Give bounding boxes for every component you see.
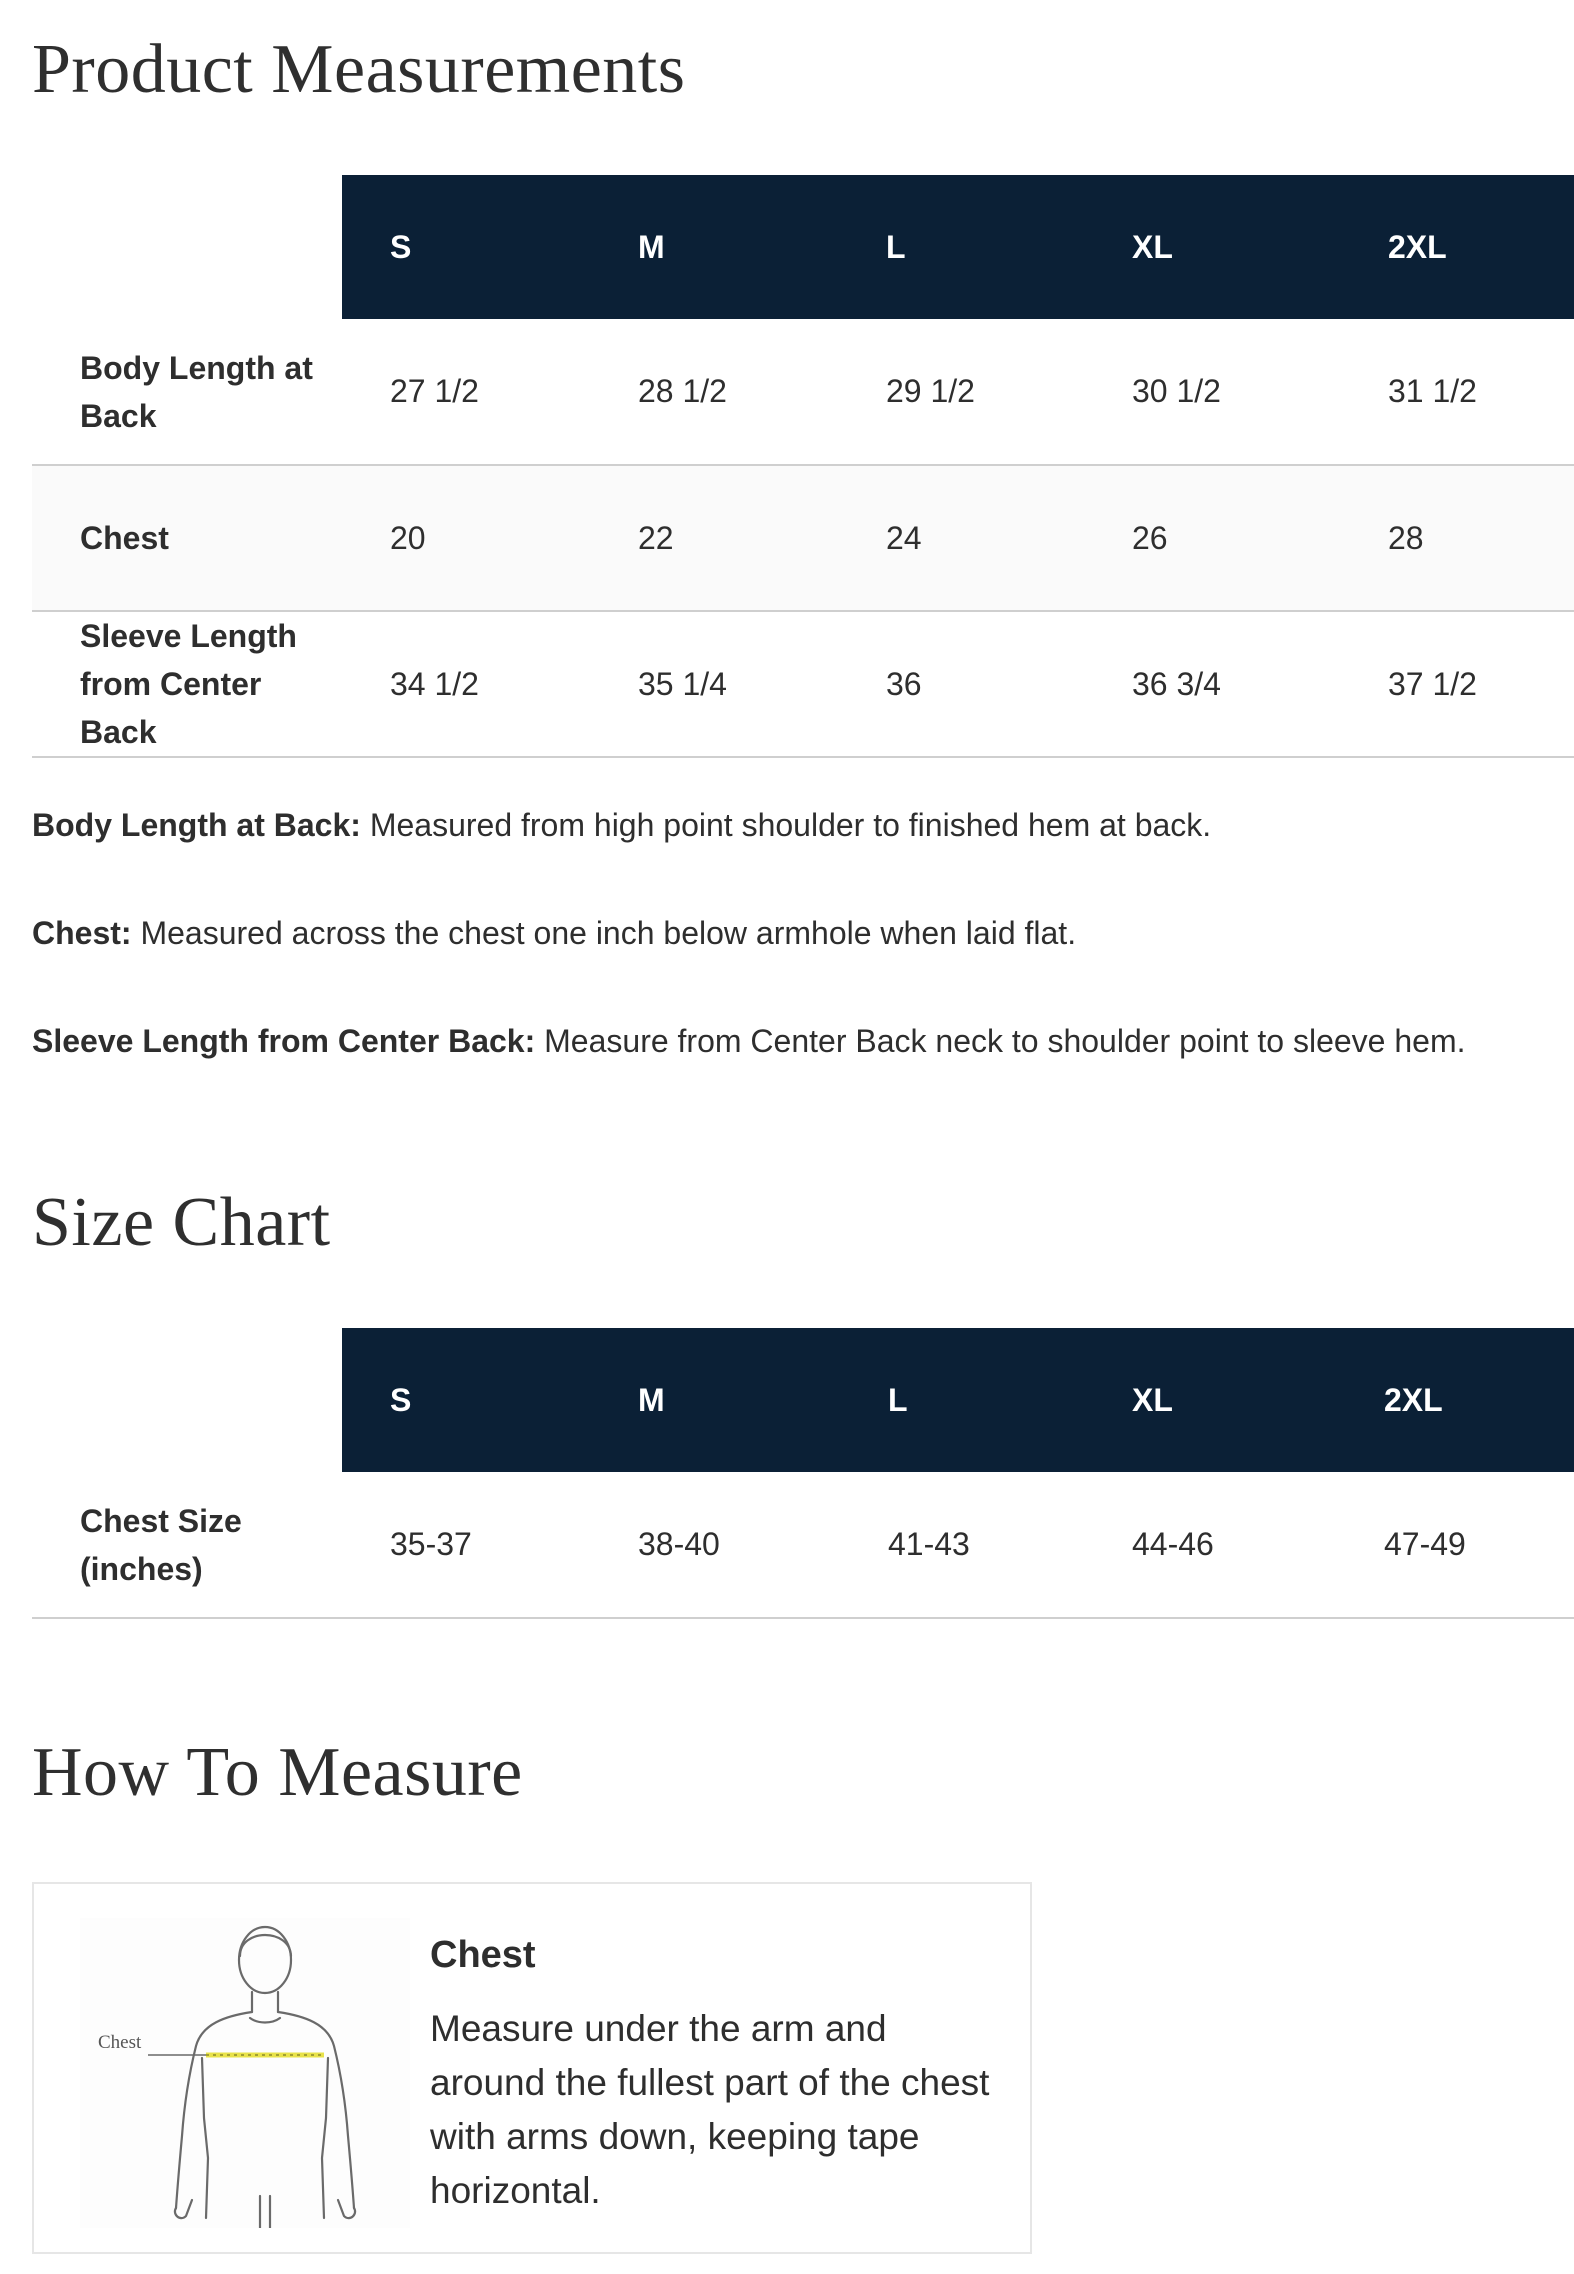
- table-cell: 36: [838, 611, 1084, 757]
- note-term: Body Length at Back:: [32, 807, 361, 843]
- person-chest-figure-icon: [80, 1918, 410, 2228]
- table-row-body-length: [32, 319, 1574, 465]
- figure-drawing: [80, 1918, 410, 2228]
- size-header-xl: XL: [1084, 1328, 1336, 1472]
- size-header-l: L: [838, 175, 1084, 319]
- header-corner: [32, 1328, 342, 1472]
- table-cell: 26: [1084, 465, 1340, 611]
- note-term: Sleeve Length from Center Back:: [32, 1023, 536, 1059]
- table-cell: 38-40: [590, 1472, 840, 1618]
- card-body-text: Measure under the arm and around the fullest part of the chest with arms down, keeping tape horizontal.: [430, 2008, 990, 2211]
- size-header-2xl: 2XL: [1340, 175, 1574, 319]
- row-label: Chest: [32, 465, 342, 611]
- table-cell: 20: [342, 465, 590, 611]
- table-cell: 31 1/2: [1340, 319, 1574, 465]
- note-sleeve-length: [32, 1021, 1562, 1061]
- table-cell: 29 1/2: [838, 319, 1084, 465]
- size-chart-title: Size Chart: [32, 1184, 331, 1261]
- table-cell: 35 1/4: [590, 611, 838, 757]
- size-header-m: M: [590, 175, 838, 319]
- product-measurements-table: [32, 175, 1574, 758]
- table-row-chest: [32, 465, 1574, 611]
- note-text: Measured from high point shoulder to finished hem at back.: [360, 807, 1212, 843]
- note-body-length: [32, 805, 1562, 845]
- table-cell: 36 3/4: [1084, 611, 1340, 757]
- size-header-s: S: [342, 175, 590, 319]
- size-header-s: S: [342, 1328, 590, 1472]
- size-header-l: L: [840, 1328, 1084, 1472]
- size-header-row: [32, 175, 1574, 319]
- table-cell: 41-43: [840, 1472, 1084, 1618]
- row-label: Chest Size (inches): [32, 1472, 342, 1618]
- table-cell: 22: [590, 465, 838, 611]
- table-cell: 30 1/2: [1084, 319, 1340, 465]
- header-corner: [32, 175, 342, 319]
- table-cell: 27 1/2: [342, 319, 590, 465]
- table-row-chest-size: [32, 1472, 1574, 1618]
- size-header-m: M: [590, 1328, 840, 1472]
- table-cell: 28: [1340, 465, 1574, 611]
- table-cell: 34 1/2: [342, 611, 590, 757]
- table-cell: 24: [838, 465, 1084, 611]
- size-header-row: [32, 1328, 1574, 1472]
- table-cell: 35-37: [342, 1472, 590, 1618]
- note-text: Measure from Center Back neck to shoulder point to sleeve hem.: [535, 1023, 1466, 1059]
- how-to-measure-title: How To Measure: [32, 1734, 523, 1811]
- table-cell: 47-49: [1336, 1472, 1574, 1618]
- figure-chest-label: Chest: [98, 2032, 142, 2053]
- row-label: Body Length at Back: [32, 319, 342, 465]
- measurement-notes: [32, 805, 1562, 1129]
- table-cell: 37 1/2: [1340, 611, 1574, 757]
- size-chart-table: [32, 1328, 1574, 1619]
- product-measurements-title: Product Measurements: [32, 31, 686, 108]
- row-label: Sleeve Length from Center Back: [32, 611, 342, 757]
- table-row-sleeve-length: [32, 611, 1574, 757]
- table-cell: 28 1/2: [590, 319, 838, 465]
- size-header-2xl: 2XL: [1336, 1328, 1574, 1472]
- note-chest: [32, 913, 1562, 953]
- how-to-measure-card: [32, 1882, 1032, 2254]
- card-heading: Chest: [430, 1934, 536, 1976]
- note-term: Chest:: [32, 915, 132, 951]
- note-text: Measured across the chest one inch below armhole when laid flat.: [131, 915, 1077, 951]
- size-header-xl: XL: [1084, 175, 1340, 319]
- table-cell: 44-46: [1084, 1472, 1336, 1618]
